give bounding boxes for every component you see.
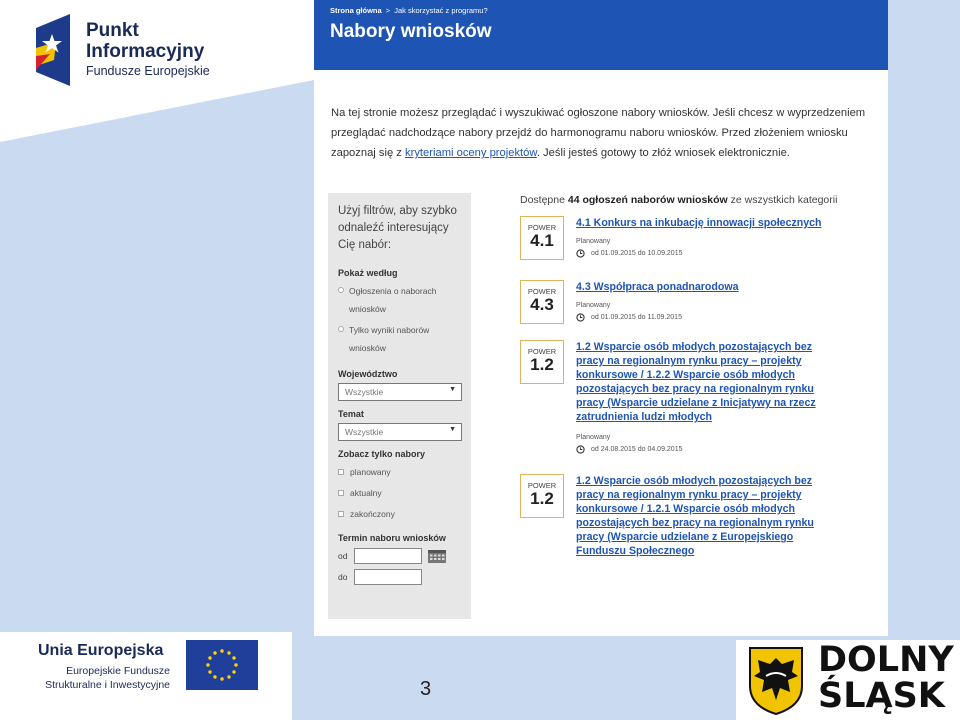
- breadcrumb-separator: >: [385, 6, 391, 15]
- dropdown-arrow-icon: ▼: [449, 426, 456, 433]
- check-finished[interactable]: [338, 505, 461, 523]
- eu-sub-2: Strukturalne i Inwestycyjne: [45, 679, 170, 691]
- logo-line-1: Punkt: [86, 20, 139, 41]
- radio-icon[interactable]: [338, 287, 344, 293]
- item-title-link[interactable]: 1.2 Wsparcie osób młodych pozostających bez pracy na regionalnym rynku pracy – projekty konkursowe / 1.2.1 Wsparcie osób młodych pozostających bez pracy na regionalnym rynku pracy (Wsparcie udzielane z Europejskiego Funduszu Społecznego: [576, 475, 814, 557]
- item-date: [576, 313, 826, 322]
- item-date-text: od 24.08.2015 do 04.09.2015: [591, 446, 683, 453]
- logo-line-2: Informacyjny: [86, 41, 205, 62]
- topic-select[interactable]: [338, 423, 462, 441]
- eu-subtitle: [28, 664, 170, 692]
- badge-program: POWER: [527, 481, 557, 490]
- only-label: Zobacz tylko nabory: [338, 449, 426, 459]
- dropdown-arrow-icon: ▼: [449, 386, 456, 393]
- results-count: [520, 194, 880, 206]
- ds-line-1: DOLNY: [818, 640, 954, 680]
- check-planned-label: planowany: [350, 467, 391, 477]
- eu-sub-1: Europejskie Fundusze: [66, 665, 170, 677]
- checkbox-icon[interactable]: [338, 490, 344, 496]
- list-item: [520, 340, 880, 454]
- radio-results[interactable]: [338, 321, 461, 357]
- fundusze-logo-icon: [30, 14, 74, 86]
- badge-program: POWER: [527, 287, 557, 296]
- topic-label: Temat: [338, 409, 364, 419]
- item-date-text: od 01.09.2015 do 11.09.2015: [591, 314, 682, 321]
- item-status: Planowany: [576, 238, 611, 245]
- calendar-icon[interactable]: [427, 548, 447, 564]
- page-number: 3: [420, 678, 432, 700]
- eagle-crest-icon: [748, 646, 804, 716]
- count-bold: 44 ogłoszeń naborów wniosków: [567, 194, 728, 206]
- eu-title: Unia Europejska: [38, 642, 164, 659]
- radio-icon[interactable]: [338, 326, 344, 332]
- punkt-informacyjny-logo: [30, 14, 230, 88]
- breadcrumb: [330, 6, 872, 15]
- results-list: [520, 194, 880, 558]
- website-screenshot: [314, 0, 888, 636]
- item-date-text: od 01.09.2015 do 10.09.2015: [591, 250, 683, 257]
- check-finished-label: zakończony: [350, 509, 395, 519]
- badge-number: 1.2: [530, 489, 554, 508]
- item-title-link[interactable]: 1.2 Wsparcie osób młodych pozostających bez pracy na regionalnym rynku pracy – projekty konkursowe / 1.2.2 Wsparcie osób młodych pozostających bez pracy na regionalnym rynku pracy (Wsparcie udzielane z Inicjatywy na rzecz zatrudnienia ludzi młodych: [576, 341, 816, 423]
- program-badge: [520, 340, 564, 384]
- program-badge: [520, 280, 564, 324]
- breadcrumb-home[interactable]: Strona główna: [330, 6, 382, 15]
- checkbox-icon[interactable]: [338, 511, 344, 517]
- list-item: [520, 280, 880, 324]
- eu-logo: [0, 632, 292, 720]
- item-title-link[interactable]: 4.1 Konkurs na inkubację innowacji społecznych: [576, 217, 822, 229]
- intro-text-1: Na tej stronie możesz przeglądać i wyszukiwać ogłoszone nabory wniosków. Jeśli chcesz w wyprzedzeniem przeglądać nadchodzące nabory przejdź do harmonogramu naboru wniosków. Przed złożeniem wniosku zapoznaj się z: [331, 107, 866, 159]
- radio-announcements-label: Ogłoszenia o naborach wniosków: [349, 286, 437, 314]
- badge-number: 4.3: [530, 295, 554, 314]
- item-status: Planowany: [576, 302, 611, 309]
- item-title-link[interactable]: 4.3 Współpraca ponadnarodowa: [576, 281, 739, 293]
- radio-results-label: Tylko wyniki naborów wniosków: [349, 325, 430, 353]
- date-to-label: do: [338, 572, 348, 582]
- item-status: Planowany: [576, 434, 611, 441]
- date-from-label: od: [338, 551, 348, 561]
- checkbox-icon[interactable]: [338, 469, 344, 475]
- logo-line-3: Fundusze Europejskie: [86, 64, 210, 78]
- date-to-row: [338, 569, 461, 585]
- radio-announcements[interactable]: [338, 282, 461, 318]
- check-planned[interactable]: [338, 463, 461, 481]
- count-suffix: ze wszystkich kategorii: [727, 194, 838, 206]
- page-title: Nabory wniosków: [330, 21, 492, 42]
- badge-program: POWER: [527, 347, 557, 356]
- page-header: [314, 0, 888, 70]
- clock-icon: [576, 249, 585, 258]
- list-item: [520, 474, 880, 558]
- check-current[interactable]: [338, 484, 461, 502]
- dolny-slask-logo: [736, 640, 960, 720]
- topic-value: Wszystkie: [345, 427, 384, 437]
- item-date: [576, 445, 826, 454]
- program-badge: [520, 474, 564, 518]
- dolny-slask-text: [818, 642, 954, 714]
- badge-program: POWER: [527, 223, 557, 232]
- voivodeship-value: Wszystkie: [345, 387, 384, 397]
- intro-text-2: . Jeśli jesteś gotowy to złóż wniosek elektronicznie.: [536, 147, 790, 159]
- term-label: Termin naboru wniosków: [338, 533, 446, 543]
- program-badge: [520, 216, 564, 260]
- show-by-label: Pokaż według: [338, 268, 398, 278]
- date-from-input[interactable]: [354, 548, 422, 564]
- voivodeship-label: Województwo: [338, 369, 398, 379]
- badge-number: 1.2: [530, 355, 554, 374]
- intro-paragraph: [331, 103, 888, 163]
- item-date: [576, 249, 826, 258]
- check-current-label: aktualny: [350, 488, 382, 498]
- filter-intro: Użyj filtrów, aby szybko odnaleźć interesujący Cię nabór:: [338, 205, 457, 251]
- voivodeship-select[interactable]: [338, 383, 462, 401]
- clock-icon: [576, 313, 585, 322]
- eu-flag-icon: [186, 640, 258, 690]
- date-from-row: [338, 548, 461, 564]
- clock-icon: [576, 445, 585, 454]
- ds-line-2: ŚLĄSK: [818, 676, 945, 716]
- breadcrumb-current[interactable]: Jak skorzystać z programu?: [394, 6, 488, 15]
- count-prefix: Dostępne: [520, 194, 568, 206]
- criteria-link[interactable]: kryteriami oceny projektów: [405, 147, 537, 159]
- list-item: [520, 216, 880, 260]
- date-to-input[interactable]: [354, 569, 422, 585]
- badge-number: 4.1: [530, 231, 554, 250]
- filter-panel: [328, 193, 471, 619]
